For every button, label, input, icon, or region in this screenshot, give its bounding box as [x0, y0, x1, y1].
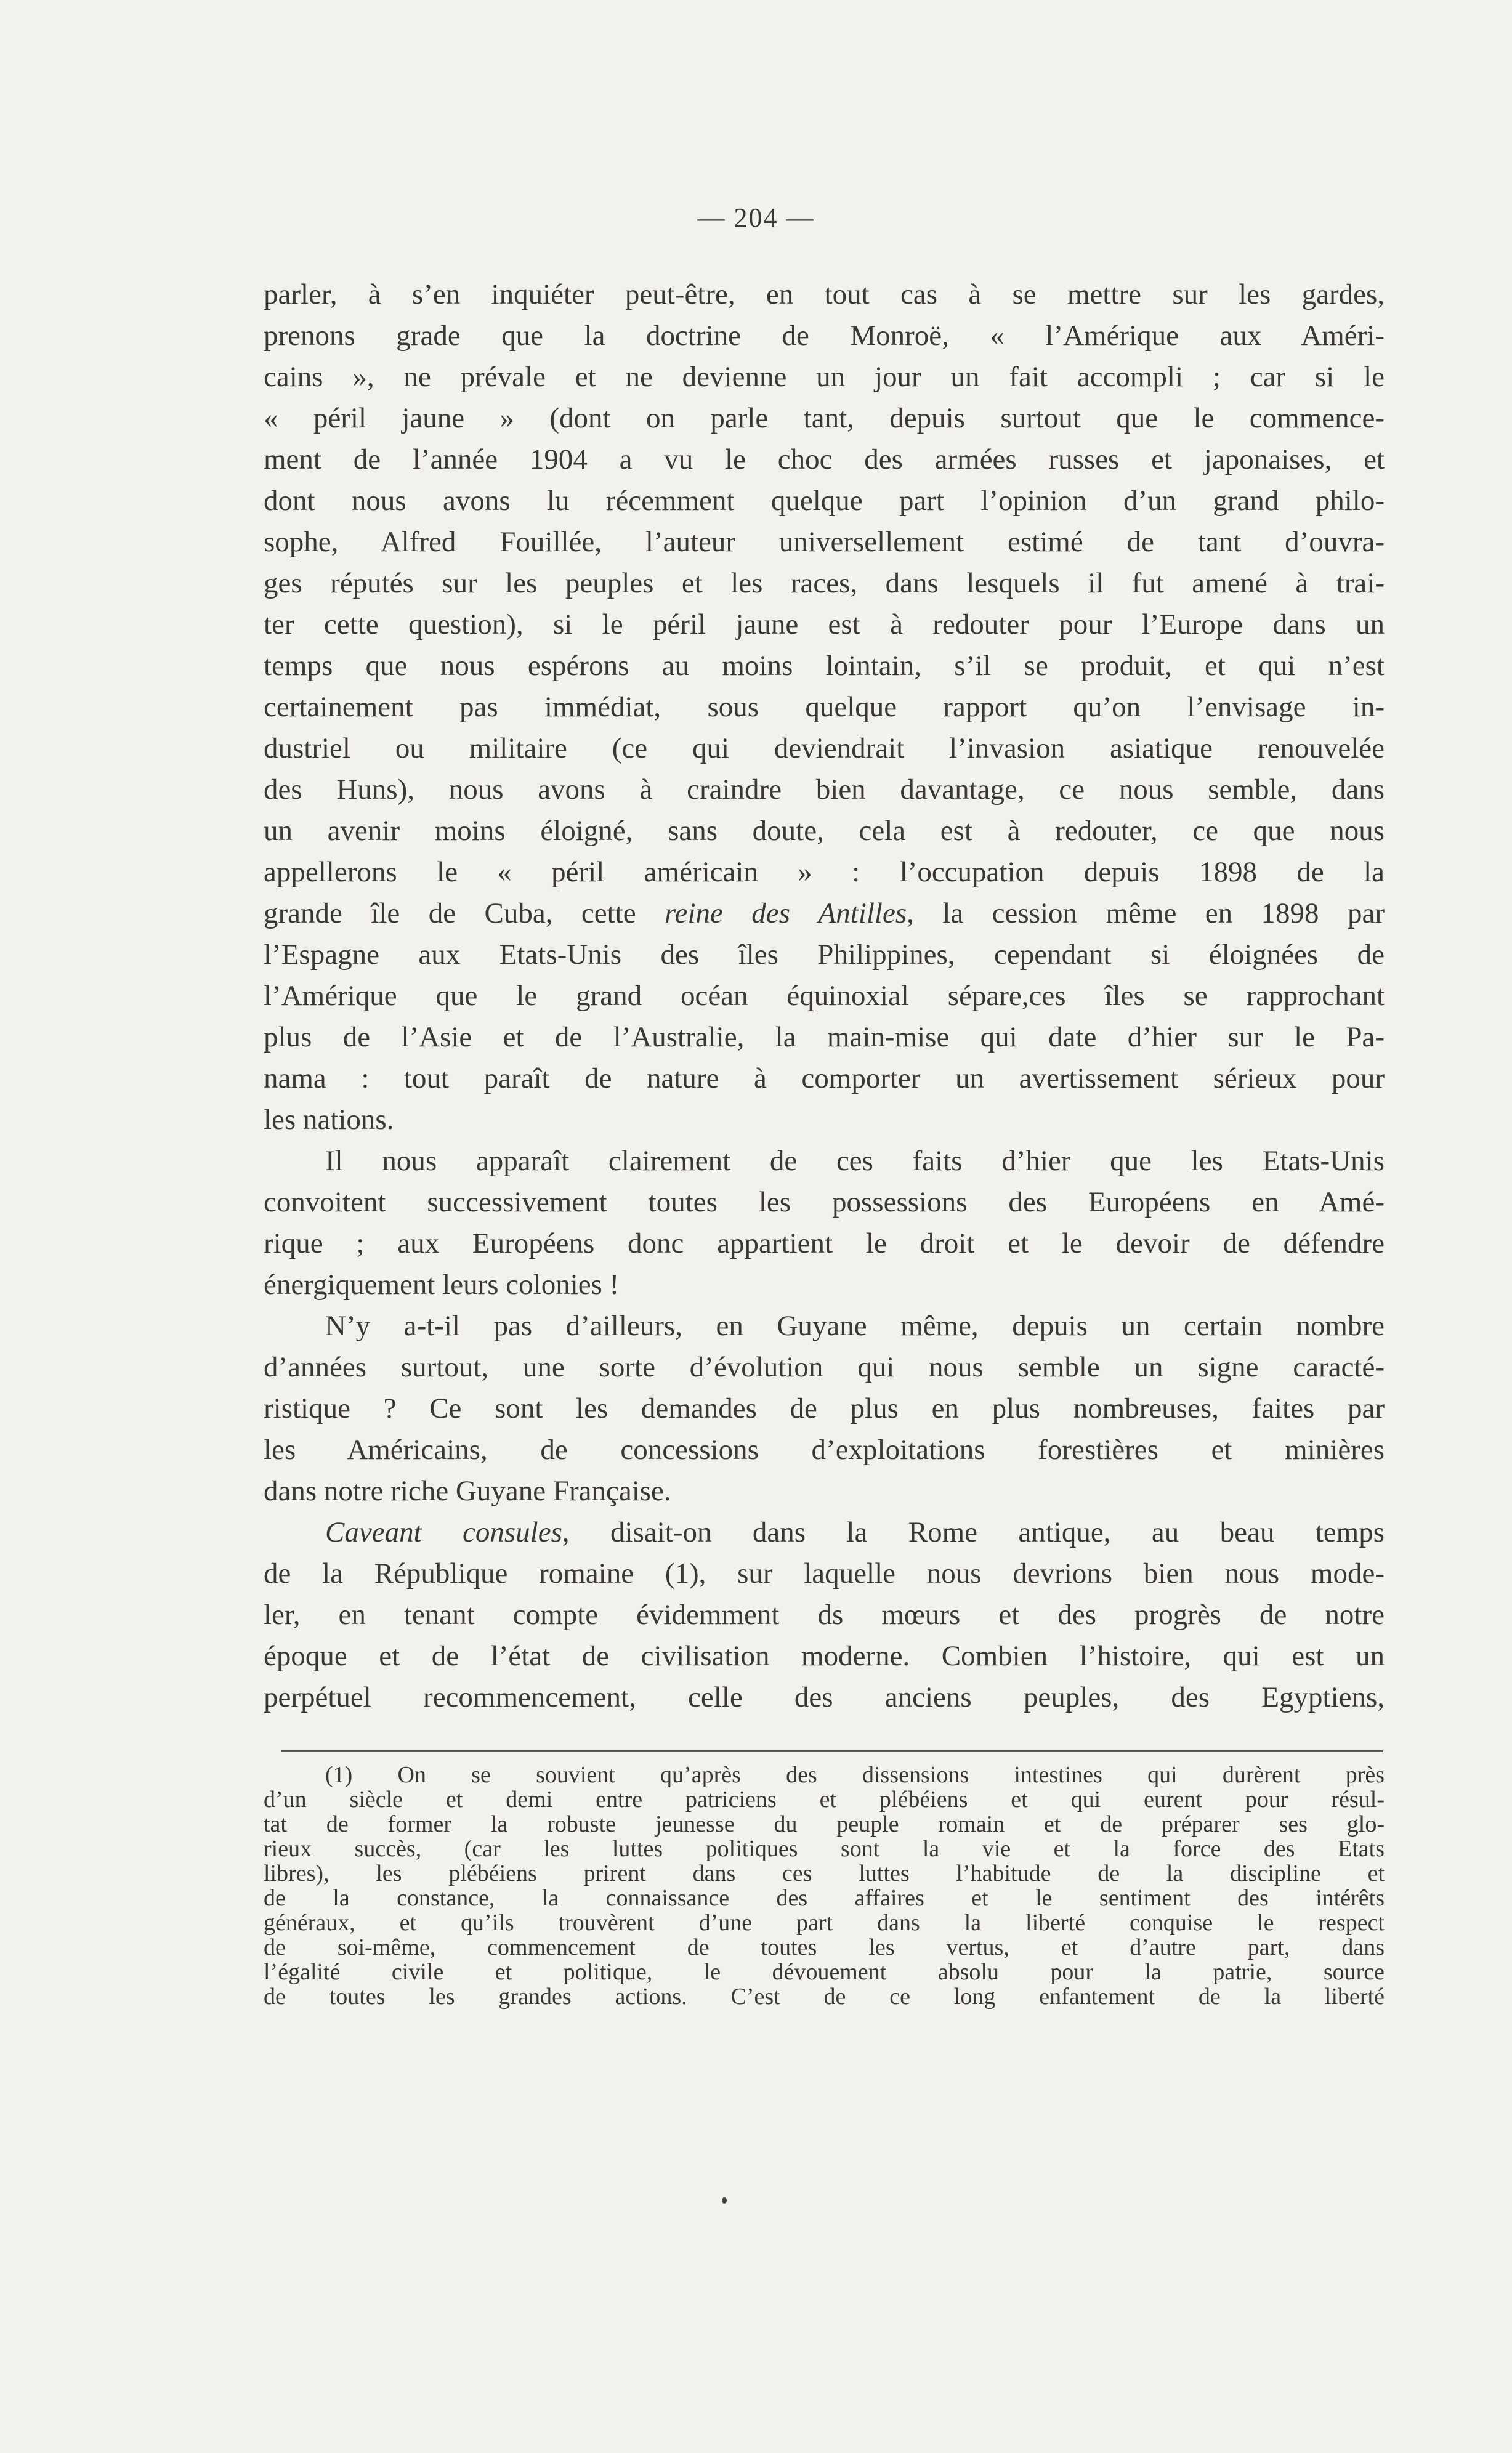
footnote-separator: [281, 1750, 1383, 1752]
print-speck: [722, 2197, 727, 2204]
body-line: l’Amérique que le grand océan équinoxial sépare,ces îles se rapprochant: [264, 980, 1385, 1012]
italic-phrase: Caveant consules: [325, 1516, 562, 1548]
footnote-line: tat de former la robuste jeunesse du peuple romain et de préparer ses glo-: [264, 1812, 1385, 1837]
body-line: d’années surtout, une sorte d’évolution qui nous semble un signe caracté-: [264, 1351, 1385, 1383]
body-line: grande île de Cuba, cette reine des Antilles, la cession même en 1898 par: [264, 897, 1385, 929]
body-line: ristique ? Ce sont les demandes de plus en plus nombreuses, faites par: [264, 1392, 1385, 1425]
body-line: appellerons le « péril américain » : l’occupation depuis 1898 de la: [264, 856, 1385, 888]
body-line: perpétuel recommencement, celle des anciens peuples, des Egyptiens,: [264, 1681, 1385, 1713]
body-line: des Huns), nous avons à craindre bien davantage, ce nous semble, dans: [264, 774, 1385, 806]
body-line: ges réputés sur les peuples et les races, dans lesquels il fut amené à trai-: [264, 567, 1385, 599]
body-line: sophe, Alfred Fouillée, l’auteur universellement estimé de tant d’ouvra-: [264, 526, 1385, 558]
body-line: prenons grade que la doctrine de Monroë, « l’Amérique aux Améri-: [264, 320, 1385, 352]
body-line: dustriel ou militaire (ce qui deviendrait l’invasion asiatique renouvelée: [264, 732, 1385, 764]
body-line: ment de l’année 1904 a vu le choc des armées russes et japonaises, et: [264, 443, 1385, 475]
body-line: les Américains, de concessions d’exploitations forestières et minières: [264, 1434, 1385, 1466]
body-line: dans notre riche Guyane Française.: [264, 1475, 671, 1507]
italic-phrase: reine des Antilles: [665, 897, 907, 929]
body-line: Il nous apparaît clairement de ces faits d’hier que les Etats-Unis: [325, 1145, 1385, 1177]
footnote-line: libres), les plébéiens prirent dans ces luttes l’habitude de la discipline et: [264, 1861, 1385, 1886]
body-line: un avenir moins éloigné, sans doute, cela est à redouter, ce que nous: [264, 815, 1385, 847]
body-line: « péril jaune » (dont on parle tant, depuis surtout que le commence-: [264, 402, 1385, 434]
body-line: N’y a-t-il pas d’ailleurs, en Guyane même, depuis un certain nombre: [325, 1310, 1385, 1342]
page-number: — 204 —: [697, 203, 815, 233]
body-line: l’Espagne aux Etats-Unis des îles Philippines, cependant si éloignées de: [264, 939, 1385, 971]
body-line: de la République romaine (1), sur laquelle nous devrions bien nous mode-: [264, 1558, 1385, 1590]
footnote: [264, 1763, 1385, 2009]
body-line: cains », ne prévale et ne devienne un jour un fait accompli ; car si le: [264, 361, 1385, 393]
body-line: nama : tout paraît de nature à comporter un avertissement sérieux pour: [264, 1062, 1385, 1094]
body-line: certainement pas immédiat, sous quelque rapport qu’on l’envisage in-: [264, 691, 1385, 723]
body-line: ler, en tenant compte évidemment ds mœurs et des progrès de notre: [264, 1599, 1385, 1631]
footnote-line: (1) On se souvient qu’après des dissensions intestines qui durèrent près: [325, 1763, 1385, 1787]
footnote-line: de toutes les grandes actions. C’est de ce long enfantement de la liberté: [264, 1984, 1385, 2009]
footnote-line: de la constance, la connaissance des affaires et le sentiment des intérêts: [264, 1886, 1385, 1910]
footnote-line: rieux succès, (car les luttes politiques sont la vie et la force des Etats: [264, 1837, 1385, 1861]
body-line: parler, à s’en inquiéter peut-être, en tout cas à se mettre sur les gardes,: [264, 278, 1385, 310]
footnote-line: généraux, et qu’ils trouvèrent d’une part dans la liberté conquise le respect: [264, 1910, 1385, 1935]
body-text: [264, 274, 1385, 1718]
body-line: temps que nous espérons au moins lointain, s’il se produit, et qui n’est: [264, 650, 1385, 682]
body-line: les nations.: [264, 1104, 394, 1136]
body-line: énergiquement leurs colonies !: [264, 1269, 620, 1301]
body-line: époque et de l’état de civilisation moderne. Combien l’histoire, qui est un: [264, 1640, 1385, 1672]
body-line: convoitent successivement toutes les possessions des Européens en Amé-: [264, 1186, 1385, 1218]
footnote-line: d’un siècle et demi entre patriciens et plébéiens et qui eurent pour résul-: [264, 1787, 1385, 1812]
body-line: dont nous avons lu récemment quelque part l’opinion d’un grand philo-: [264, 485, 1385, 517]
footnote-line: de soi-même, commencement de toutes les vertus, et d’autre part, dans: [264, 1935, 1385, 1960]
body-line: rique ; aux Européens donc appartient le droit et le devoir de défendre: [264, 1227, 1385, 1259]
footnote-line: l’égalité civile et politique, le dévouement absolu pour la patrie, source: [264, 1960, 1385, 1984]
body-line: Caveant consules, disait-on dans la Rome antique, au beau temps: [325, 1516, 1385, 1548]
body-line: plus de l’Asie et de l’Australie, la main-mise qui date d’hier sur le Pa-: [264, 1021, 1385, 1053]
body-line: ter cette question), si le péril jaune est à redouter pour l’Europe dans un: [264, 608, 1385, 641]
